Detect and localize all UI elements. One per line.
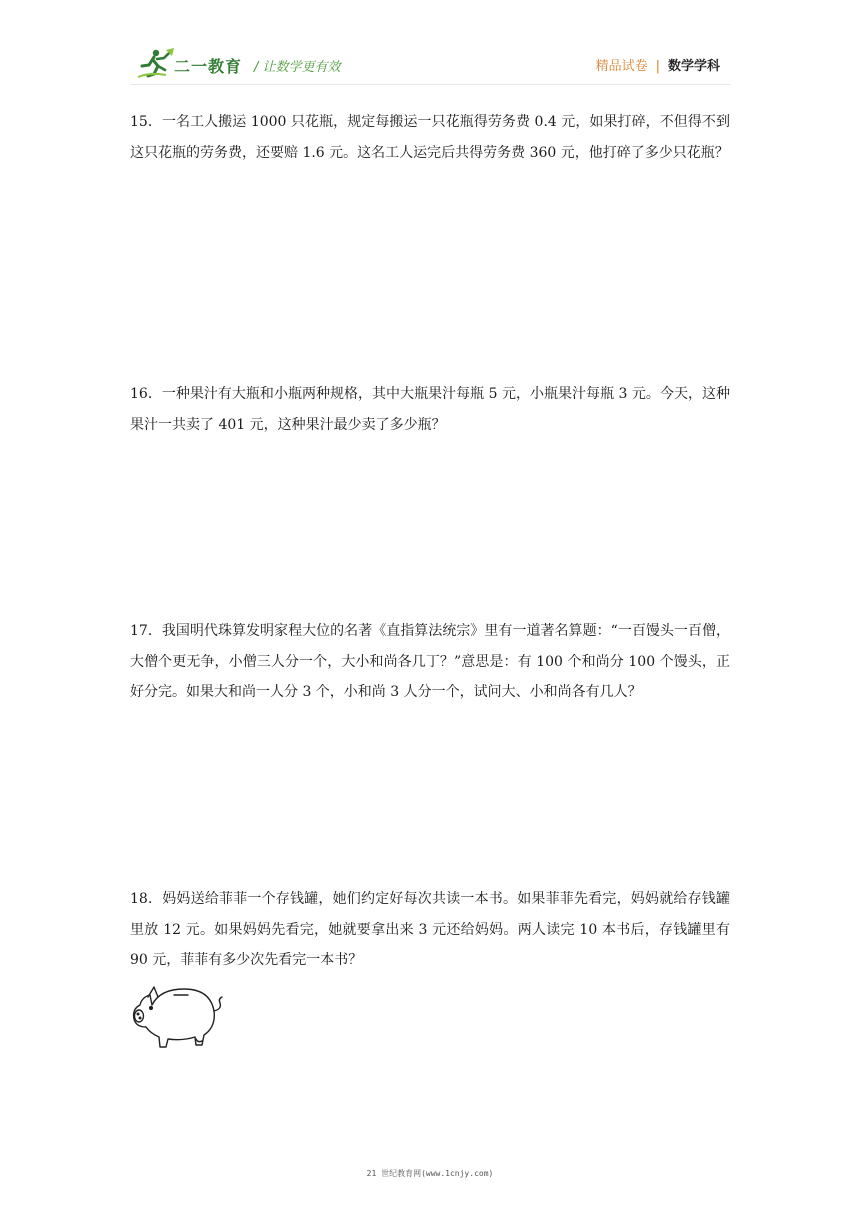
- question-18: 18．妈妈送给菲菲一个存钱罐，她们约定好每次共读一本书。如果菲菲先看完，妈妈就给存钱罐里放 12 元。如果妈妈先看完，她就要拿出来 3 元还给妈妈。两人读完 10 本书后，存钱罐里有 90 元，菲菲有多少次先看完一本书？: [130, 891, 730, 968]
- paper-tag: [596, 55, 720, 74]
- piggy-bank-icon: [130, 983, 226, 1053]
- tag-quality: 精品试卷: [595, 59, 648, 74]
- running-man-logo-icon: [136, 48, 176, 80]
- brand-logo: [136, 48, 266, 80]
- page-footer: 21 世纪教育网(www.1cnjy.com): [366, 1169, 494, 1178]
- tag-subject: 数学学科: [667, 59, 720, 74]
- header-slogan: / 让数学更有效: [254, 60, 341, 75]
- page-header: [130, 46, 730, 82]
- tag-separator: |: [655, 59, 660, 74]
- logo-text: 二一教育: [174, 57, 243, 76]
- header-divider: [130, 84, 730, 85]
- question-15: 15．一名工人搬运 1000 只花瓶，规定每搬运一只花瓶得劳务费 0.4 元，如果打碎，不但得不到这只花瓶的劳务费，还要赔 1.6 元。这名工人运完后共得劳务费 360 元，他打碎了多少只花瓶？: [130, 114, 730, 161]
- piggy-bank-illustration: [130, 983, 226, 1053]
- question-16: 16．一种果汁有大瓶和小瓶两种规格，其中大瓶果汁每瓶 5 元，小瓶果汁每瓶 3 元。今天，这种果汁一共卖了 401 元，这种果汁最少卖了多少瓶？: [130, 386, 730, 433]
- question-17: 17．我国明代珠算发明家程大位的名著《直指算法统宗》里有一道著名算题：“一百馒头一百僧，大僧个更无争，小僧三人分一个，大小和尚各几丁？”意思是：有 100 个和尚分 100 个馒头，正好分完。如果大和尚一人分 3 个，小和尚 3 人分一个，试问大、小和尚各有几人？: [130, 623, 730, 700]
